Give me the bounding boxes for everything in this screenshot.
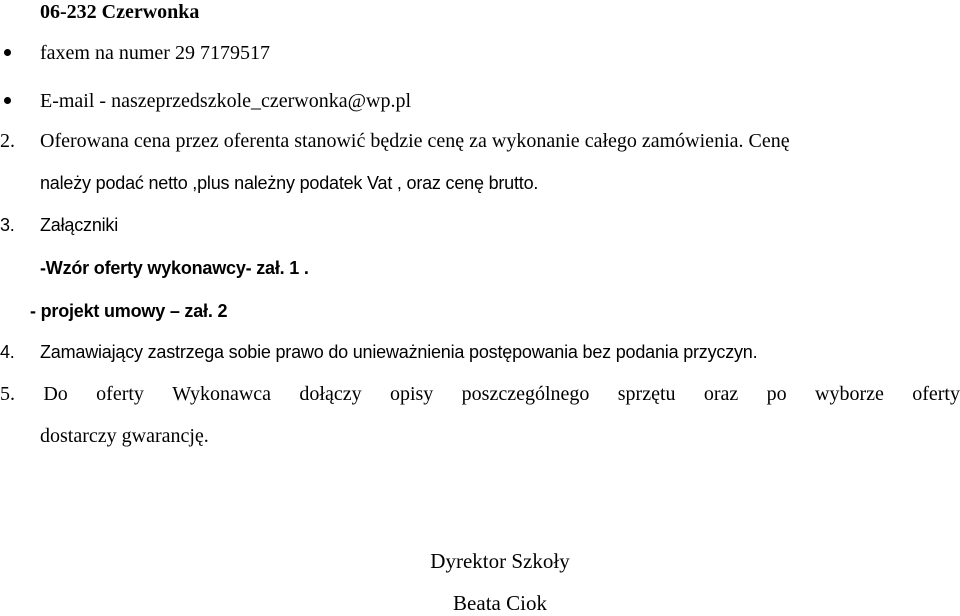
section-2-line-1 [0,129,790,153]
section-4-number: 4. [0,342,15,362]
section-5-word: opisy [389,383,434,405]
section-5-word: wyborze [815,383,884,405]
section-4-text: Zamawiający zastrzega sobie prawo do unieważnienia postępowania bez podania przyczyn. [40,342,758,362]
signature-role: Dyrektor Szkoły [430,549,570,573]
email-line [40,89,411,113]
section-3-title: Załączniki [40,215,119,235]
section-4-line [0,340,757,364]
section-5-word: po [766,383,787,405]
email-label: E-mail - [40,90,112,112]
section-5-number: 5. [0,383,15,405]
section-5-word: oferty [96,383,144,405]
attachment-2: - projekt umowy – zał. 2 [30,301,228,321]
bullet-icon [4,97,11,104]
section-3-heading [0,213,118,237]
section-2-number: 2. [0,130,15,152]
attachment-1: -Wzór oferty wykonawcy- zał. 1 . [40,258,309,278]
section-5-word: dołączy [299,383,362,405]
section-5-word: poszczególnego [461,383,590,405]
section-5-line-1 [0,382,960,406]
section-5-word: Do [43,383,68,405]
section-2-line-2: należy podać netto ,plus należny podatek Vat , oraz cenę brutto. [40,173,539,193]
section-5-words [0,382,960,406]
fax-line: faxem na numer 29 7179517 [40,42,270,64]
section-5-word: oferty [912,383,960,405]
section-5-line-2: dostarczy gwarancję. [40,425,209,447]
email-address: naszeprzedszkole_czerwonka@wp.pl [111,90,412,112]
section-2-text-1: Oferowana cena przez oferenta stanowić będzie cenę za wykonanie całego zamówienia. Cenę [40,130,790,152]
section-5-word: Wykonawca [172,383,272,405]
section-5-word: sprzętu [617,383,676,405]
header-address: 06-232 Czerwonka [40,1,200,23]
signature-name: Beata Ciok [453,591,547,615]
section-3-number: 3. [0,215,15,235]
bullet-icon [4,49,11,56]
section-5-word: oraz [703,383,739,405]
